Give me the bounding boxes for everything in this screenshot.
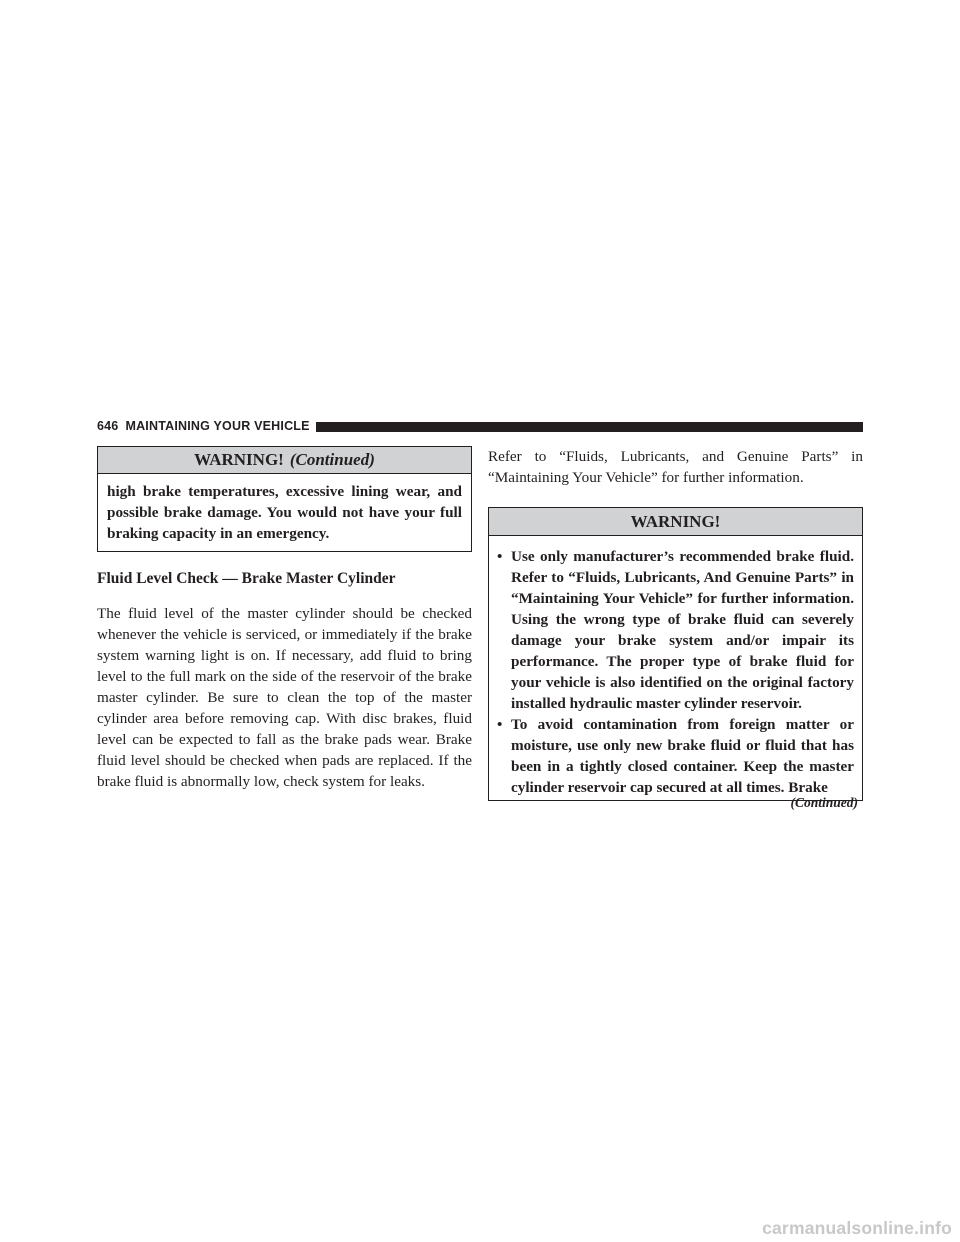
page-number: 646 [97, 419, 119, 433]
warning-bullet [497, 714, 854, 798]
warning-bullet-text: Use only manufacturer’s recommended brake fluid. Refer to “Fluids, Lubricants, And Genuine Parts” in “Maintaining Your Vehicle” for further information. Using the wrong type of brake fluid can severely damage your brake system and/or impair its performance. The proper type of brake fluid for your vehicle is also identified on the original factory installed hydraulic master cylinder reservoir. [511, 548, 854, 712]
warning-box-continued [97, 446, 472, 552]
warning-title: WARNING! [194, 450, 284, 469]
header-rule [316, 422, 863, 432]
warning-continued-label: (Continued) [289, 450, 375, 469]
warning-bullet [497, 546, 854, 714]
warning-bullet-text: To avoid contamination from foreign matter or moisture, use only new brake fluid or fluid that has been in a tightly closed container. Keep the master cylinder reservoir cap secured at all times. Brake [511, 716, 854, 796]
left-column [97, 446, 472, 792]
bullet-mark: • [497, 548, 503, 565]
warning-box-header [98, 447, 471, 474]
body-paragraph: The fluid level of the master cylinder should be checked whenever the vehicle is serviced, or immediately if the brake system warning light is on. If necessary, add fluid to bring level to the full mark on the side of the reservoir of the brake master cylinder. Be sure to clean the top of the master cylinder area before removing cap. With disc brakes, fluid level can be expected to fall as the brake pads wear. Brake fluid level should be checked when pads are replaced. If the brake fluid is abnormally low, check system for leaks. [97, 605, 472, 790]
section-subheading: Fluid Level Check — Brake Master Cylinder [97, 570, 396, 587]
intro-paragraph: Refer to “Fluids, Lubricants, and Genuine Parts” in “Maintaining Your Vehicle” for further information. [488, 448, 863, 486]
warning-body [489, 536, 862, 800]
bullet-mark: • [497, 716, 503, 733]
warning-box-header [489, 508, 862, 536]
watermark: carmanualsonline.info [762, 1218, 952, 1238]
page-header [97, 417, 863, 435]
warning-title: WARNING! [630, 512, 721, 531]
section-title: MAINTAINING YOUR VEHICLE [125, 419, 310, 433]
warning-box [488, 507, 863, 801]
right-column [488, 446, 863, 801]
continued-label: (Continued) [790, 795, 858, 810]
warning-body: high brake temperatures, excessive lining wear, and possible brake damage. You would not have your full braking capacity in an emergency. [107, 483, 462, 542]
